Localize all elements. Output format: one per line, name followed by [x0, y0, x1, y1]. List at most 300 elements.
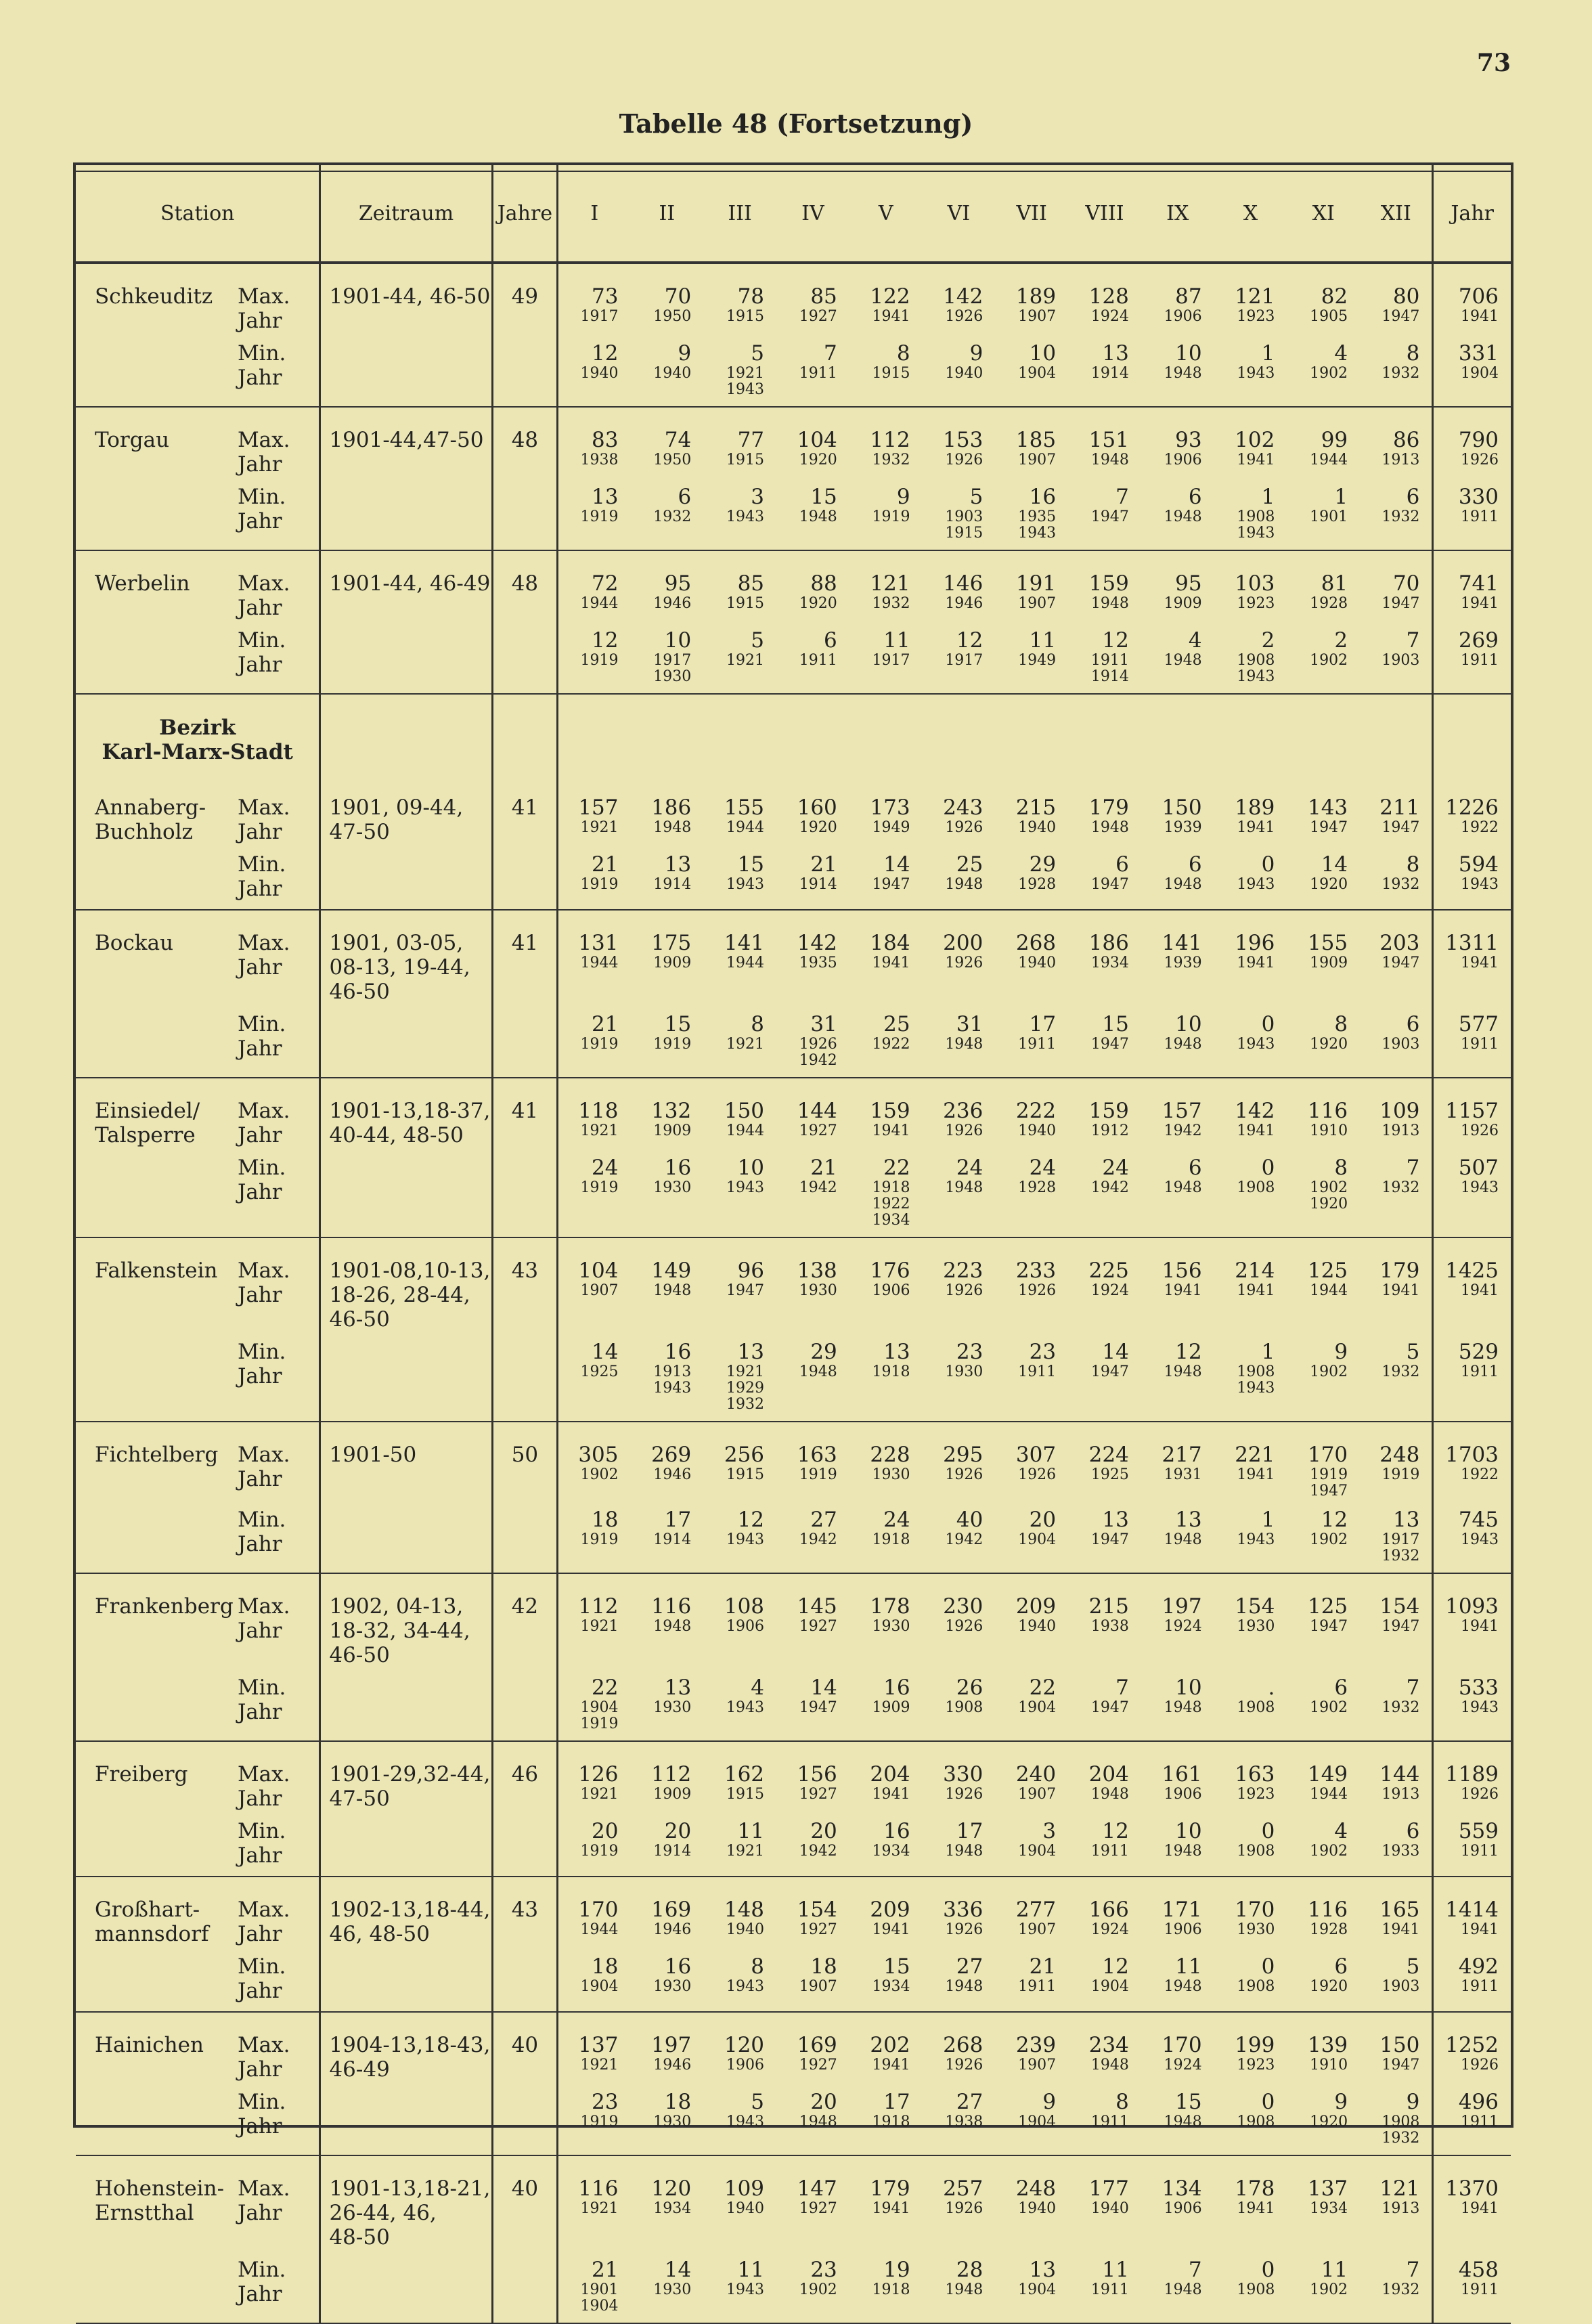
- cell-value: 154: [1235, 1594, 1275, 1619]
- cell-value: 28: [956, 2258, 983, 2282]
- cell-year: 1905: [1310, 308, 1348, 325]
- cell: [1287, 1004, 1360, 1078]
- cell: [1360, 2082, 1433, 2155]
- cell-year: 1904: [1018, 365, 1057, 382]
- cell-year: 1901: [1310, 508, 1348, 525]
- cell-value: 77: [737, 428, 765, 452]
- table-row-min: [76, 1811, 1511, 1877]
- cell-year: 1932: [1381, 1179, 1420, 1196]
- cell: [995, 1741, 1068, 1811]
- cell-value: 29: [810, 1340, 837, 1364]
- cell: [923, 1741, 996, 1811]
- region-label: Bezirk Karl-Marx-Stadt: [76, 694, 320, 775]
- cell-year: 1940: [580, 365, 619, 382]
- cell-value: 74: [664, 428, 692, 452]
- cell-value: 11: [737, 1819, 765, 1843]
- data-table: [76, 165, 1511, 2324]
- station-name: Freiberg: [95, 1762, 188, 1786]
- header-month: VII: [995, 165, 1068, 263]
- type-label: Min.: [237, 1156, 286, 1180]
- cell-value: 131: [578, 931, 619, 955]
- cell-year: 1904: [1018, 1843, 1057, 1860]
- cell: [923, 550, 996, 620]
- cell-value: 128: [1088, 284, 1129, 309]
- cell-value: 23: [592, 2090, 619, 2114]
- cell-value: 0: [1261, 1012, 1275, 1036]
- cell-value: 5: [751, 628, 765, 653]
- cell: [630, 844, 703, 910]
- year-label: Jahr: [237, 955, 282, 980]
- region-row: [76, 694, 1511, 775]
- cell-value: 12: [1102, 1954, 1129, 1979]
- cell: [1068, 775, 1141, 844]
- cell: [1287, 1811, 1360, 1877]
- cell: [1214, 1078, 1287, 1147]
- cell-value: 18: [810, 1954, 837, 1979]
- cell-year: 1947: [1381, 2057, 1420, 2074]
- cell-value: 211: [1379, 795, 1420, 820]
- cell: [776, 1422, 849, 1499]
- cell: [1287, 477, 1360, 550]
- cell: [1433, 910, 1511, 1004]
- cell-year: 1914: [799, 876, 837, 893]
- cell-value: 173: [870, 795, 910, 820]
- cell: [1360, 1667, 1433, 1741]
- cell-value: 109: [724, 2176, 765, 2201]
- cell-year: 1943: [726, 508, 765, 525]
- cell-value: 6: [1406, 485, 1420, 509]
- cell-year: 1943: [1461, 1179, 1499, 1196]
- cell-value: 9: [896, 485, 910, 509]
- cell-value: 184: [870, 931, 910, 955]
- cell: [1068, 1573, 1141, 1667]
- cell: [703, 1422, 776, 1499]
- cell: [1360, 477, 1433, 550]
- period: 1901-44, 46-49: [320, 550, 492, 620]
- years-count: [492, 1147, 558, 1237]
- cell: [1141, 1667, 1214, 1741]
- years-count: [492, 1499, 558, 1573]
- cell: [849, 1667, 923, 1741]
- cell: [1287, 1078, 1360, 1147]
- cell-value: 224: [1088, 1443, 1129, 1467]
- cell-value: 189: [1235, 795, 1275, 820]
- cell-value: 204: [870, 1762, 910, 1786]
- cell: [1141, 1422, 1214, 1499]
- cell-value: 209: [1015, 1594, 1057, 1619]
- cell: [776, 2155, 849, 2250]
- cell-year: 1913: [1381, 1786, 1420, 1803]
- cell-year: 1902: [1310, 1363, 1348, 1380]
- cell: [849, 2250, 923, 2323]
- table-row-max: [76, 407, 1511, 477]
- year-label: Jahr: [237, 820, 282, 844]
- table-row-max: [76, 1237, 1511, 1332]
- cell: [1360, 1946, 1433, 2012]
- cell-year: 1948: [945, 1036, 983, 1053]
- cell-year: 1903: [1381, 1036, 1420, 1053]
- cell: [1068, 844, 1141, 910]
- cell-year: 1911: [1018, 1363, 1057, 1380]
- cell-year: 1928: [1018, 1179, 1057, 1196]
- table-row-max: [76, 1877, 1511, 1946]
- cell-year: 1943: [726, 876, 765, 893]
- cell-value: 228: [870, 1443, 910, 1467]
- cell-value: 7: [1406, 1675, 1420, 1700]
- cell: [923, 263, 996, 333]
- cell-year: 1935: [799, 955, 837, 971]
- cell-year: 1948: [1164, 1036, 1202, 1053]
- cell-year: 1908: [945, 1699, 983, 1716]
- cell-year: 1921: [726, 652, 765, 669]
- cell-year: 1902 1920: [1310, 1179, 1348, 1212]
- station-name: Hainichen: [95, 2033, 204, 2057]
- cell-value: 17: [883, 2090, 910, 2114]
- years-count: 49: [492, 263, 558, 333]
- year-label: Jahr: [237, 509, 282, 533]
- cell-value: 121: [1235, 284, 1275, 309]
- station-name: [76, 1811, 238, 1877]
- cell-year: 1908: [1237, 1699, 1275, 1716]
- cell: [1141, 333, 1214, 407]
- cell-value: 156: [1162, 1258, 1202, 1283]
- cell-value: 594: [1458, 852, 1499, 877]
- empty-cell: [1214, 694, 1287, 775]
- cell: [995, 844, 1068, 910]
- cell-value: 16: [883, 1819, 910, 1843]
- empty-cell: [1068, 694, 1141, 775]
- cell-value: 1: [1261, 341, 1275, 366]
- cell-year: 1934: [872, 1978, 910, 1995]
- header-zeitraum: Zeitraum: [320, 165, 492, 263]
- cell-value: 24: [1029, 1156, 1057, 1180]
- cell-value: 13: [1392, 1508, 1420, 1532]
- table-row-max: [76, 550, 1511, 620]
- cell-year: 1946: [653, 2057, 692, 2074]
- cell: [1141, 477, 1214, 550]
- cell-value: 706: [1458, 284, 1499, 309]
- cell: [558, 2155, 631, 2250]
- cell-year: 1911: [1461, 1036, 1499, 1053]
- cell: [630, 1422, 703, 1499]
- cell-value: 7: [1406, 2258, 1420, 2282]
- cell: [703, 1499, 776, 1573]
- cell-value: 240: [1015, 1762, 1057, 1786]
- cell-year: 1907: [799, 1978, 837, 1995]
- table-row-max: [76, 1573, 1511, 1667]
- cell-year: 1926: [945, 452, 983, 468]
- cell: [630, 263, 703, 333]
- cell-value: 1189: [1445, 1762, 1499, 1786]
- cell-value: 22: [592, 1675, 619, 1700]
- table-row-min: [76, 1946, 1511, 2012]
- cell: [558, 2250, 631, 2323]
- year-label: Jahr: [237, 653, 282, 677]
- period: 1901-08,10-13, 18-26, 28-44, 46-50: [320, 1237, 492, 1332]
- cell-year: 1932: [872, 595, 910, 612]
- cell-year: 1915: [726, 1466, 765, 1483]
- period: 1901-44, 46-50: [320, 263, 492, 333]
- cell-value: 150: [1162, 795, 1202, 820]
- cell-year: 1948: [1090, 452, 1129, 468]
- cell-value: 8: [1334, 1156, 1348, 1180]
- period: 1901, 09-44, 47-50: [320, 775, 492, 844]
- cell-value: 1414: [1445, 1898, 1499, 1922]
- cell-year: 1914: [653, 876, 692, 893]
- cell-value: 0: [1261, 852, 1275, 877]
- cell-year: 1926: [1461, 452, 1499, 468]
- cell: [1214, 1811, 1287, 1877]
- years-count: [492, 477, 558, 550]
- cell-year: 1925: [580, 1363, 619, 1380]
- cell-value: 170: [1307, 1443, 1348, 1467]
- cell-value: 161: [1162, 1762, 1202, 1786]
- cell-year: 1942: [799, 1531, 837, 1548]
- cell-value: 185: [1015, 428, 1057, 452]
- cell: [1068, 1741, 1141, 1811]
- cell-value: 142: [797, 931, 837, 955]
- cell-value: 29: [1029, 852, 1057, 877]
- cell: [1287, 1147, 1360, 1237]
- header-month: XII: [1360, 165, 1433, 263]
- cell-value: 31: [810, 1012, 837, 1036]
- type-label: Min.: [237, 485, 286, 509]
- cell-year: 1941: [872, 955, 910, 971]
- cell-value: 104: [578, 1258, 619, 1283]
- cell: [923, 1499, 996, 1573]
- cell-year: 1944: [1310, 1282, 1348, 1299]
- cell-year: 1917 1930: [653, 652, 692, 685]
- years-count: 41: [492, 1078, 558, 1147]
- cell-year: 1946: [653, 1921, 692, 1938]
- period: [320, 1147, 492, 1237]
- station-name: [76, 477, 238, 550]
- cell-value: 80: [1392, 284, 1420, 309]
- header-month: V: [849, 165, 923, 263]
- cell: [1433, 477, 1511, 550]
- cell-year: 1919: [580, 1843, 619, 1860]
- cell: [630, 1877, 703, 1946]
- cell-year: 1923: [1237, 308, 1275, 325]
- cell: [1214, 620, 1287, 694]
- cell-value: 20: [810, 1819, 837, 1843]
- cell: [923, 1946, 996, 2012]
- cell-value: 120: [724, 2033, 765, 2057]
- station-name: [76, 620, 238, 694]
- cell: [1214, 1422, 1287, 1499]
- year-label: Jahr: [237, 1843, 282, 1868]
- cell-year: 1943: [1461, 1531, 1499, 1548]
- cell-year: 1926 1942: [799, 1036, 837, 1069]
- cell: [776, 775, 849, 844]
- cell-value: 169: [797, 2033, 837, 2057]
- period: 1904-13,18-43, 46-49: [320, 2012, 492, 2082]
- cell-year: 1907: [1018, 1921, 1057, 1938]
- cell-year: 1947: [1090, 1699, 1129, 1716]
- cell-value: 5: [751, 341, 765, 366]
- cell-year: 1932: [1381, 1363, 1420, 1380]
- cell-year: 1924: [1090, 1921, 1129, 1938]
- period: 1901-13,18-37, 40-44, 48-50: [320, 1078, 492, 1147]
- cell: [923, 1332, 996, 1422]
- cell: [1214, 1237, 1287, 1332]
- cell-value: 15: [883, 1954, 910, 1979]
- cell: [1433, 407, 1511, 477]
- years-count: 43: [492, 1237, 558, 1332]
- cell: [923, 1147, 996, 1237]
- cell-value: 12: [1175, 1340, 1202, 1364]
- cell: [1214, 2155, 1287, 2250]
- cell-year: 1948: [945, 876, 983, 893]
- cell: [995, 333, 1068, 407]
- cell-year: 1920: [799, 595, 837, 612]
- cell-value: 116: [651, 1594, 692, 1619]
- cell-year: 1906: [726, 1618, 765, 1635]
- cell: [558, 1147, 631, 1237]
- cell-year: 1909: [1164, 595, 1202, 612]
- cell: [849, 1422, 923, 1499]
- cell-year: 1934: [872, 1843, 910, 1860]
- cell-year: 1901 1904: [580, 2281, 619, 2315]
- cell-year: 1928: [1310, 1921, 1348, 1938]
- cell: [1287, 1741, 1360, 1811]
- header-jahr: Jahr: [1433, 165, 1511, 263]
- cell-value: 230: [943, 1594, 983, 1619]
- cell-value: 85: [737, 571, 765, 596]
- cell-year: 1949: [1018, 652, 1057, 669]
- cell: [558, 910, 631, 1004]
- cell-year: 1948: [799, 508, 837, 525]
- cell-value: 12: [1321, 1508, 1348, 1532]
- cell-year: 1919: [580, 876, 619, 893]
- cell-value: 14: [592, 1340, 619, 1364]
- cell: [1068, 1877, 1141, 1946]
- cell-year: 1926: [1461, 1786, 1499, 1803]
- cell-year: 1926: [945, 1282, 983, 1299]
- cell-year: 1918: [872, 1531, 910, 1548]
- cell: [1360, 1811, 1433, 1877]
- cell-value: 154: [797, 1898, 837, 1922]
- cell-year: 1918: [872, 1363, 910, 1380]
- type-label: Min.: [237, 2258, 286, 2282]
- years-count: 40: [492, 2012, 558, 2082]
- cell: [1068, 1667, 1141, 1741]
- cell-value: 1: [1261, 485, 1275, 509]
- cell-value: 170: [1235, 1898, 1275, 1922]
- cell-year: 1930: [872, 1618, 910, 1635]
- cell-year: 1904: [1018, 2281, 1057, 2298]
- cell-value: 141: [724, 931, 765, 955]
- cell-value: 1: [1261, 1340, 1275, 1364]
- cell: [1214, 2250, 1287, 2323]
- row-type-label: [238, 844, 320, 910]
- cell-year: 1941: [1381, 1921, 1420, 1938]
- cell-value: 73: [592, 284, 619, 309]
- cell-year: 1947: [872, 876, 910, 893]
- cell-year: 1939: [1164, 955, 1202, 971]
- cell: [776, 910, 849, 1004]
- table-row-min: [76, 477, 1511, 550]
- cell: [995, 477, 1068, 550]
- cell-year: 1911: [1018, 1036, 1057, 1053]
- cell-year: 1949: [872, 819, 910, 836]
- cell: [1068, 910, 1141, 1004]
- cell: [1433, 263, 1511, 333]
- empty-cell: [320, 694, 492, 775]
- cell-value: 109: [1379, 1099, 1420, 1123]
- cell-year: 1932: [1381, 2281, 1420, 2298]
- cell: [1068, 1332, 1141, 1422]
- cell-value: 239: [1015, 2033, 1057, 2057]
- cell: [923, 2012, 996, 2082]
- cell-value: 2: [1261, 628, 1275, 653]
- cell-year: 1948: [1164, 508, 1202, 525]
- cell: [1141, 2250, 1214, 2323]
- cell-year: 1919: [580, 1531, 619, 1548]
- cell-value: 104: [797, 428, 837, 452]
- cell-value: 7: [1188, 2258, 1202, 2282]
- period: 1901-50: [320, 1422, 492, 1499]
- row-type-label: [238, 1946, 320, 2012]
- cell-value: 25: [883, 1012, 910, 1036]
- cell-year: 1902: [1310, 1843, 1348, 1860]
- period: [320, 1811, 492, 1877]
- year-label: Jahr: [237, 1123, 282, 1147]
- cell-value: 157: [1162, 1099, 1202, 1123]
- cell-year: 1941: [1381, 1282, 1420, 1299]
- cell-value: 1: [1334, 485, 1348, 509]
- cell-year: 1941: [1461, 1921, 1499, 1938]
- cell-year: 1944: [1310, 452, 1348, 468]
- cell-value: 215: [1015, 795, 1057, 820]
- cell-year: 1902: [1310, 1699, 1348, 1716]
- cell: [1068, 2082, 1141, 2155]
- cell-year: 1913 1943: [653, 1363, 692, 1397]
- cell: [630, 1332, 703, 1422]
- cell: [1068, 620, 1141, 694]
- cell-value: 269: [651, 1443, 692, 1467]
- cell: [849, 1147, 923, 1237]
- cell: [995, 1332, 1068, 1422]
- cell-value: 268: [1015, 931, 1057, 955]
- cell-value: 21: [1029, 1954, 1057, 1979]
- cell: [703, 333, 776, 407]
- cell-value: 0: [1261, 1156, 1275, 1180]
- cell: [1287, 2082, 1360, 2155]
- row-type-label: [238, 550, 320, 620]
- cell-value: 248: [1379, 1443, 1420, 1467]
- cell: [776, 1332, 849, 1422]
- cell: [1287, 1877, 1360, 1946]
- cell-value: 176: [870, 1258, 910, 1283]
- cell: [558, 477, 631, 550]
- cell: [1214, 844, 1287, 910]
- cell-value: 6: [1406, 1819, 1420, 1843]
- cell: [923, 910, 996, 1004]
- cell: [923, 1237, 996, 1332]
- year-label: Jahr: [237, 1700, 282, 1724]
- cell: [923, 2250, 996, 2323]
- cell-year: 1946: [653, 1466, 692, 1483]
- cell-value: 1226: [1445, 795, 1499, 820]
- cell-value: 507: [1458, 1156, 1499, 1180]
- table-row-min: [76, 1499, 1511, 1573]
- cell: [1068, 1147, 1141, 1237]
- cell: [1360, 1573, 1433, 1667]
- cell-year: 1917: [580, 308, 619, 325]
- cell-value: 150: [1379, 2033, 1420, 2057]
- years-count: [492, 1946, 558, 2012]
